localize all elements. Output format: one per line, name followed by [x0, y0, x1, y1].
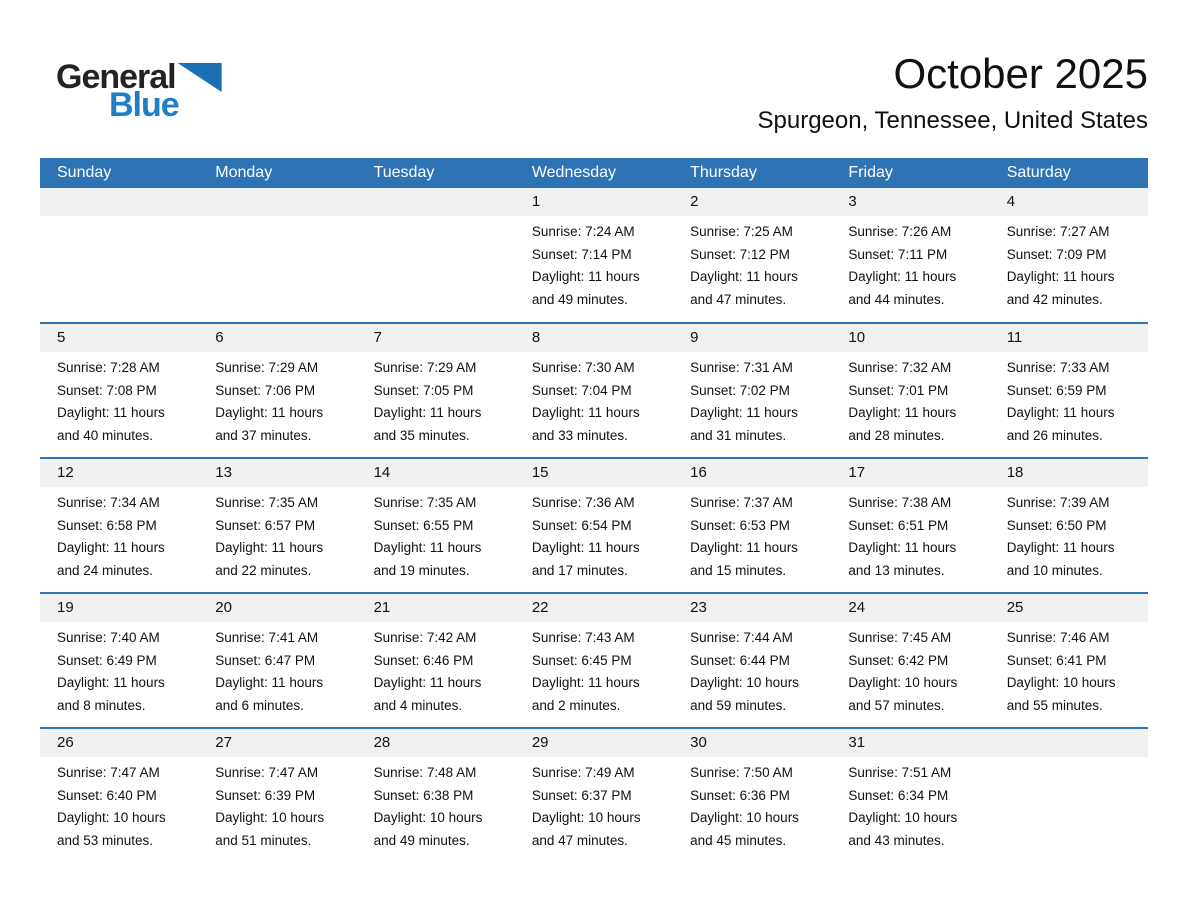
- day-cell-12: [40, 459, 198, 592]
- day-number-band: [831, 188, 989, 216]
- day-info: [831, 487, 989, 582]
- day-info-line: Sunrise: 7:25 AM: [690, 224, 793, 239]
- day-info-line: Sunrise: 7:44 AM: [690, 630, 793, 645]
- day-info: [198, 352, 356, 447]
- day-info: [357, 487, 515, 582]
- day-number-band: [40, 324, 198, 352]
- day-info: [515, 352, 673, 447]
- day-number-band: [198, 188, 356, 216]
- day-info-line: Daylight: 11 hours: [531, 540, 640, 555]
- page-title: October 2025: [893, 50, 1148, 97]
- day-info-line: Daylight: 11 hours: [215, 405, 324, 420]
- title-block: [758, 48, 1149, 138]
- day-info-line: Sunrise: 7:42 AM: [373, 630, 477, 645]
- day-info-line: Sunset: 7:02 PM: [690, 382, 790, 398]
- day-info-line: and 53 minutes.: [57, 832, 154, 848]
- day-cell-18: [990, 459, 1148, 592]
- day-number: 23: [690, 599, 707, 616]
- day-info-line: and 28 minutes.: [848, 427, 945, 443]
- day-number: 15: [531, 464, 549, 481]
- day-info-line: Sunset: 6:42 PM: [848, 652, 949, 668]
- day-info-line: and 57 minutes.: [848, 697, 945, 713]
- day-info: [831, 216, 989, 311]
- day-info-line: Daylight: 11 hours: [531, 269, 640, 284]
- day-number-band: [515, 594, 673, 622]
- day-number: 13: [215, 464, 232, 481]
- day-info-line: Sunrise: 7:49 AM: [531, 765, 635, 780]
- day-info-line: and 49 minutes.: [531, 291, 628, 307]
- day-number-band: [673, 459, 831, 487]
- day-info-line: and 31 minutes.: [690, 427, 787, 443]
- week-row-3: [40, 457, 1148, 592]
- day-header-tuesday: Tuesday: [373, 164, 435, 181]
- day-cell-28: [357, 729, 515, 862]
- day-number: 22: [531, 599, 549, 616]
- day-info-line: Sunset: 6:57 PM: [215, 517, 316, 533]
- day-cell-10: [831, 324, 989, 457]
- day-cell-27: [198, 729, 356, 862]
- day-number-band: [515, 188, 673, 216]
- day-number-band: [673, 188, 831, 216]
- day-info-line: Sunset: 7:08 PM: [57, 382, 157, 398]
- day-cell-16: [673, 459, 831, 592]
- day-cell-6: [198, 324, 356, 457]
- day-info-line: Sunrise: 7:46 AM: [1006, 630, 1110, 645]
- day-number: 3: [848, 193, 857, 210]
- day-info-line: Sunrise: 7:43 AM: [531, 630, 635, 645]
- day-number: 28: [373, 734, 391, 751]
- day-info-line: and 45 minutes.: [690, 832, 787, 848]
- day-cell-22: [515, 594, 673, 727]
- day-info-line: Daylight: 11 hours: [1006, 269, 1115, 284]
- day-number: 14: [373, 464, 391, 481]
- day-number-band: [515, 324, 673, 352]
- day-info: [40, 487, 198, 582]
- day-info: [990, 487, 1148, 582]
- day-cell-1: [515, 188, 673, 322]
- day-info-line: Sunset: 6:45 PM: [531, 652, 632, 668]
- day-number: 17: [848, 464, 866, 481]
- day-info-line: Daylight: 11 hours: [57, 675, 165, 690]
- day-info-line: Sunrise: 7:51 AM: [848, 765, 952, 780]
- day-cell-5: [40, 324, 198, 457]
- day-info: [990, 622, 1148, 717]
- day-info-line: Sunrise: 7:48 AM: [373, 765, 477, 780]
- day-cell-14: [357, 459, 515, 592]
- day-number: 9: [690, 329, 699, 346]
- day-cell-19: [40, 594, 198, 727]
- day-info: [831, 352, 989, 447]
- day-header-friday: Friday: [848, 164, 893, 181]
- day-info: [515, 622, 673, 717]
- day-header-wednesday: Wednesday: [531, 164, 617, 181]
- day-number: 20: [215, 599, 232, 616]
- day-info-line: Sunset: 7:04 PM: [531, 382, 632, 398]
- day-info-line: Daylight: 10 hours: [215, 810, 325, 825]
- day-info-line: Sunset: 6:40 PM: [57, 787, 157, 803]
- day-cell-2: [673, 188, 831, 322]
- day-info-line: and 33 minutes.: [531, 427, 628, 443]
- day-info-line: Sunset: 6:59 PM: [1006, 382, 1107, 398]
- day-info-line: Sunrise: 7:35 AM: [373, 495, 477, 510]
- day-info: [673, 757, 831, 852]
- day-info: [990, 352, 1148, 447]
- logo-text-blue: Blue: [109, 86, 179, 124]
- day-info-line: and 19 minutes.: [373, 562, 470, 578]
- day-info: [515, 487, 673, 582]
- day-info-line: and 6 minutes.: [215, 697, 304, 713]
- day-info-line: Daylight: 10 hours: [1006, 675, 1116, 690]
- day-info-line: Daylight: 11 hours: [57, 540, 165, 555]
- day-number: 1: [531, 193, 541, 210]
- day-info-line: Daylight: 11 hours: [1006, 405, 1115, 420]
- day-info: [831, 757, 989, 852]
- day-info-line: Sunrise: 7:38 AM: [848, 495, 952, 510]
- day-info: [673, 487, 831, 582]
- day-info-line: Sunrise: 7:29 AM: [373, 360, 477, 375]
- day-info-line: and 55 minutes.: [1006, 697, 1103, 713]
- day-info-line: and 42 minutes.: [1006, 291, 1103, 307]
- general-blue-logo: [56, 60, 236, 130]
- day-info-line: and 26 minutes.: [1006, 427, 1103, 443]
- day-info-line: Sunrise: 7:26 AM: [848, 224, 952, 239]
- day-info-line: and 22 minutes.: [215, 562, 312, 578]
- day-info: [990, 216, 1148, 311]
- day-cell-25: [990, 594, 1148, 727]
- page-subtitle: Spurgeon, Tennessee, United States: [757, 107, 1148, 134]
- day-info-line: Daylight: 10 hours: [57, 810, 166, 825]
- day-info-line: Sunset: 6:36 PM: [690, 787, 790, 803]
- day-info-line: Sunrise: 7:45 AM: [848, 630, 952, 645]
- day-number-band: [40, 188, 198, 216]
- day-info-line: Sunrise: 7:35 AM: [215, 495, 319, 510]
- day-number-band: [673, 594, 831, 622]
- day-info-line: Sunset: 7:09 PM: [1006, 246, 1107, 262]
- calendar-body: [40, 188, 1148, 862]
- day-info-line: Sunrise: 7:32 AM: [848, 360, 952, 375]
- day-cell-4: [990, 188, 1148, 322]
- day-cell-empty: [990, 729, 1148, 862]
- day-info-line: Sunset: 6:58 PM: [57, 517, 157, 533]
- day-cell-9: [673, 324, 831, 457]
- day-info-line: Daylight: 11 hours: [57, 405, 165, 420]
- day-number: 11: [1006, 329, 1023, 346]
- day-number: 6: [215, 329, 224, 346]
- day-info-line: Daylight: 11 hours: [215, 675, 324, 690]
- calendar-table: [40, 158, 1148, 862]
- day-cell-13: [198, 459, 356, 592]
- day-info-line: Sunrise: 7:47 AM: [215, 765, 319, 780]
- day-number: 30: [690, 734, 707, 751]
- day-info-line: Daylight: 11 hours: [848, 405, 957, 420]
- day-info-line: Daylight: 10 hours: [690, 675, 799, 690]
- day-number: 19: [57, 599, 74, 616]
- day-info-line: and 4 minutes.: [373, 697, 463, 713]
- day-header-thursday: Thursday: [690, 164, 757, 181]
- day-info-line: Sunset: 6:53 PM: [690, 517, 790, 533]
- day-number-band: [990, 729, 1148, 757]
- day-number-band: [990, 188, 1148, 216]
- day-number-band: [357, 324, 515, 352]
- day-info-line: and 10 minutes.: [1006, 562, 1103, 578]
- day-number: 31: [848, 734, 866, 751]
- day-info-line: Daylight: 11 hours: [848, 540, 957, 555]
- day-info-line: and 2 minutes.: [531, 697, 621, 713]
- day-info-line: Sunset: 6:54 PM: [531, 517, 632, 533]
- day-number: 5: [57, 329, 66, 346]
- day-cell-8: [515, 324, 673, 457]
- day-number-band: [357, 729, 515, 757]
- day-cell-24: [831, 594, 989, 727]
- day-info-line: Sunrise: 7:27 AM: [1006, 224, 1110, 239]
- day-info-line: Sunrise: 7:37 AM: [690, 495, 793, 510]
- day-info-line: Sunset: 6:46 PM: [373, 652, 474, 668]
- weekday-header-row: [40, 158, 1148, 188]
- day-info-line: Sunrise: 7:28 AM: [57, 360, 160, 375]
- day-info-line: and 17 minutes.: [531, 562, 628, 578]
- day-info-line: Sunset: 6:44 PM: [690, 652, 790, 668]
- day-number: 7: [373, 329, 382, 346]
- day-cell-15: [515, 459, 673, 592]
- day-info: [40, 757, 198, 852]
- day-info-line: Sunrise: 7:50 AM: [690, 765, 793, 780]
- day-number: 26: [57, 734, 74, 751]
- day-info-line: Daylight: 11 hours: [373, 675, 482, 690]
- day-number-band: [515, 729, 673, 757]
- day-info: [40, 622, 198, 717]
- day-header-monday: Monday: [215, 164, 273, 181]
- day-info-line: Daylight: 10 hours: [848, 675, 958, 690]
- day-number-band: [40, 459, 198, 487]
- day-info-line: Sunrise: 7:39 AM: [1006, 495, 1110, 510]
- day-cell-20: [198, 594, 356, 727]
- day-number-band: [198, 324, 356, 352]
- day-info: [673, 352, 831, 447]
- day-info-line: Sunrise: 7:34 AM: [57, 495, 160, 510]
- logo-triangle-icon: [178, 63, 222, 92]
- day-number-band: [198, 729, 356, 757]
- day-number: 4: [1006, 193, 1016, 210]
- day-info-line: and 37 minutes.: [215, 427, 312, 443]
- week-row-4: [40, 592, 1148, 727]
- day-number-band: [831, 324, 989, 352]
- logo-text-general: General: [56, 58, 176, 96]
- day-info-line: Sunset: 6:34 PM: [848, 787, 949, 803]
- day-info-line: and 8 minutes.: [57, 697, 146, 713]
- day-number-band: [831, 594, 989, 622]
- day-info-line: Sunset: 6:51 PM: [848, 517, 949, 533]
- day-info-line: and 40 minutes.: [57, 427, 154, 443]
- day-info-line: Daylight: 10 hours: [373, 810, 483, 825]
- day-cell-empty: [40, 188, 198, 322]
- day-info: [515, 757, 673, 852]
- day-number-band: [357, 188, 515, 216]
- day-info-line: and 35 minutes.: [373, 427, 470, 443]
- day-info-line: Daylight: 10 hours: [531, 810, 641, 825]
- day-info-line: Sunset: 6:38 PM: [373, 787, 474, 803]
- day-number-band: [990, 459, 1148, 487]
- day-number: 24: [848, 599, 866, 616]
- day-info-line: Daylight: 11 hours: [215, 540, 324, 555]
- day-info-line: Daylight: 11 hours: [690, 540, 798, 555]
- day-info: [357, 352, 515, 447]
- day-info-line: Daylight: 11 hours: [531, 405, 640, 420]
- day-number: 8: [531, 329, 541, 346]
- day-info-line: Sunset: 7:01 PM: [848, 382, 949, 398]
- day-number-band: [198, 594, 356, 622]
- day-number-band: [990, 324, 1148, 352]
- week-row-5: [40, 727, 1148, 862]
- day-info-line: and 13 minutes.: [848, 562, 945, 578]
- day-info: [673, 622, 831, 717]
- day-cell-empty: [198, 188, 356, 322]
- day-info-line: and 24 minutes.: [57, 562, 154, 578]
- day-cell-26: [40, 729, 198, 862]
- day-number-band: [40, 729, 198, 757]
- day-info-line: Sunset: 6:49 PM: [57, 652, 157, 668]
- day-number-band: [831, 729, 989, 757]
- day-info-line: Sunrise: 7:31 AM: [690, 360, 793, 375]
- week-row-1: [40, 188, 1148, 322]
- day-info-line: Sunset: 6:50 PM: [1006, 517, 1107, 533]
- day-header-saturday: Saturday: [1006, 164, 1071, 181]
- day-info-line: and 49 minutes.: [373, 832, 470, 848]
- day-number: 10: [848, 329, 866, 346]
- day-info: [831, 622, 989, 717]
- day-info-line: Sunset: 7:06 PM: [215, 382, 316, 398]
- day-info-line: Sunrise: 7:33 AM: [1006, 360, 1110, 375]
- day-number: 2: [690, 193, 699, 210]
- day-info-line: Sunrise: 7:24 AM: [531, 224, 635, 239]
- day-number: 12: [57, 464, 74, 481]
- day-info-line: Sunset: 7:14 PM: [531, 246, 632, 262]
- day-cell-3: [831, 188, 989, 322]
- day-info: [673, 216, 831, 311]
- day-info-line: and 47 minutes.: [690, 291, 787, 307]
- day-info-line: Daylight: 10 hours: [690, 810, 799, 825]
- day-number-band: [831, 459, 989, 487]
- day-info-line: Daylight: 11 hours: [848, 269, 957, 284]
- day-info-line: Sunset: 7:11 PM: [848, 246, 948, 262]
- day-info-line: and 44 minutes.: [848, 291, 945, 307]
- day-info-line: Sunset: 7:12 PM: [690, 246, 790, 262]
- day-info: [357, 757, 515, 852]
- day-info: [198, 487, 356, 582]
- day-info-line: Sunrise: 7:41 AM: [215, 630, 319, 645]
- day-cell-empty: [357, 188, 515, 322]
- day-info-line: and 15 minutes.: [690, 562, 787, 578]
- day-info-line: Sunset: 7:05 PM: [373, 382, 474, 398]
- day-info-line: and 47 minutes.: [531, 832, 628, 848]
- day-number: 29: [531, 734, 549, 751]
- day-info-line: Sunrise: 7:40 AM: [57, 630, 160, 645]
- day-info: [198, 757, 356, 852]
- day-number-band: [673, 324, 831, 352]
- day-cell-17: [831, 459, 989, 592]
- day-cell-11: [990, 324, 1148, 457]
- day-number: 16: [690, 464, 707, 481]
- day-number: 21: [373, 599, 391, 616]
- day-number: 18: [1006, 464, 1024, 481]
- day-info-line: Daylight: 10 hours: [848, 810, 958, 825]
- day-cell-7: [357, 324, 515, 457]
- day-info-line: Sunset: 6:37 PM: [531, 787, 632, 803]
- day-info-line: Sunrise: 7:30 AM: [531, 360, 635, 375]
- day-info-line: Sunset: 6:55 PM: [373, 517, 474, 533]
- day-cell-29: [515, 729, 673, 862]
- day-header-sunday: Sunday: [57, 164, 112, 181]
- day-info-line: Daylight: 11 hours: [373, 540, 482, 555]
- day-number: 27: [215, 734, 232, 751]
- day-info-line: and 43 minutes.: [848, 832, 945, 848]
- week-row-2: [40, 322, 1148, 457]
- day-info-line: Daylight: 11 hours: [373, 405, 482, 420]
- day-number-band: [515, 459, 673, 487]
- day-info: [40, 352, 198, 447]
- day-info-line: and 51 minutes.: [215, 832, 312, 848]
- day-info-line: Sunrise: 7:29 AM: [215, 360, 319, 375]
- day-info-line: Daylight: 11 hours: [690, 405, 798, 420]
- topbar: [40, 0, 1148, 158]
- day-number-band: [198, 459, 356, 487]
- day-info-line: Sunrise: 7:36 AM: [531, 495, 635, 510]
- day-cell-21: [357, 594, 515, 727]
- day-number: 25: [1006, 599, 1024, 616]
- day-info: [515, 216, 673, 311]
- day-number-band: [357, 459, 515, 487]
- day-cell-23: [673, 594, 831, 727]
- day-info-line: Sunset: 6:41 PM: [1006, 652, 1107, 668]
- day-info: [198, 622, 356, 717]
- day-info-line: Daylight: 11 hours: [531, 675, 640, 690]
- day-cell-31: [831, 729, 989, 862]
- day-number-band: [40, 594, 198, 622]
- day-info-line: Sunset: 6:47 PM: [215, 652, 316, 668]
- day-info-line: Sunrise: 7:47 AM: [57, 765, 160, 780]
- day-info-line: Daylight: 11 hours: [690, 269, 798, 284]
- day-info: [357, 622, 515, 717]
- day-info-line: Sunset: 6:39 PM: [215, 787, 316, 803]
- day-cell-30: [673, 729, 831, 862]
- day-number-band: [673, 729, 831, 757]
- day-info-line: Daylight: 11 hours: [1006, 540, 1115, 555]
- day-info-line: and 59 minutes.: [690, 697, 787, 713]
- day-number-band: [990, 594, 1148, 622]
- day-number-band: [357, 594, 515, 622]
